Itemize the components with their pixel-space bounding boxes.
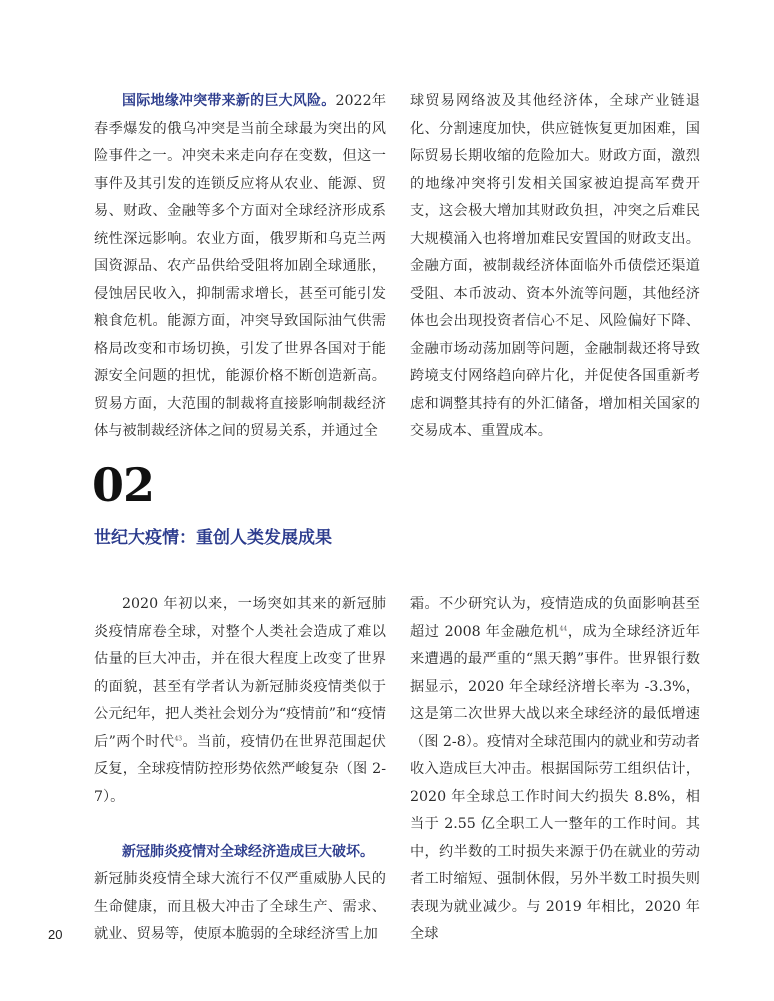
paragraph-text: 霜。不少研究认为，疫情造成的负面影响甚至超过 2008 年金融危机 (410, 596, 700, 640)
paragraph-text: 。当前，疫情仍在世界范围起伏反复，全球疫情防控形势依然严峻复杂（图 2-7）。 (94, 733, 386, 805)
section-number: 02 (92, 458, 155, 512)
section-title: 世纪大疫情：重创人类发展成果 (94, 528, 332, 548)
paragraph-economy-impact: 新冠肺炎疫情全球大流行不仅严重威胁人民的生命健康，而且极大冲击了全球生产、需求、就业、贸易等，使原本脆弱的全球经济雪上加 (94, 871, 386, 942)
paragraph-text: 2022年春季爆发的俄乌冲突是当前全球最为突出的风险事件之一。冲突未来走向存在变数，但这一事件及其引发的连锁反应将从农业、能源、贸易、财政、金融等多个方面对全球经济形成系统性深远影响。农业方面，俄罗斯和乌克兰两国资源品、农产品供给受阻将加剧全球通胀，侵蚀居民收入，抑制需求增长，甚至可能引发粮食危机。能源方面，冲突导致国际油气供需格局改变和市场切换，引发了世界各国对于能源安全问题的担忧，能源价格不断创造新高。贸易方面，大范围的制裁将直接影响制裁经济体与被制裁经济体之间的贸易关系，并通过全 (94, 93, 387, 439)
highlight-heading-economy (94, 839, 386, 867)
highlight-text: 新冠肺炎疫情对全球经济造成巨大破坏。 (122, 843, 374, 860)
footnote-ref[interactable]: 44 (559, 624, 568, 632)
bottom-right-column (410, 591, 700, 949)
top-right-column (410, 88, 700, 446)
paragraph-geopolitical-risk (94, 88, 386, 446)
paragraph-text-continued: 球贸易网络波及其他经济体，全球产业链退化、分割速度加快，供应链恢复更加困难，国际贸易长期收缩的危险加大。财政方面，激烈的地缘冲突将引发相关国家被迫提高军费开支，这会极大增加其财政负担，冲突之后难民大规模涌入也将增加难民安置国的财政支出。金融方面，被制裁经济体面临外币债偿还渠道受阻、本币波动、资本外流等问题，其他经济体也会出现投资者信心不足、风险偏好下降、金融市场动荡加剧等问题，金融制裁还将导致跨境支付网络趋向碎片化，并促使各国重新考虑和调整其持有的外汇储备，增加相关国家的交易成本、重置成本。 (410, 93, 700, 439)
paragraph-economy-continued (410, 591, 700, 949)
paragraph-text: 2020 年初以来，一场突如其来的新冠肺炎疫情席卷全球，对整个人类社会造成了难以估量的巨大冲击，并在很大程度上改变了世界的面貌，甚至有学者认为新冠肺炎疫情类似于公元纪年，把人类社会划分为“疫情前”和“疫情后”两个时代 (94, 596, 386, 750)
bottom-left-column (94, 591, 386, 949)
footnote-ref[interactable]: 43 (174, 734, 183, 742)
paragraph-pandemic-intro (94, 591, 386, 811)
top-left-column (94, 88, 386, 446)
paragraph-text: ，成为全球经济近年来遭遇的最严重的“黑天鹅”事件。世界银行数据显示，2020 年全球经济增长率为 -3.3%，这是第二次世界大战以来全球经济的最低增速（图 2-8）。疫情对全球范围内的就业和劳动者收入造成巨大冲击。根据国际劳工组织估计，2020 年全球总工作时间大约损失 8.8%，相当于 2.55 亿全职工人一整年的工作时间。其中，约半数的工时损失来源于仍在就业的劳动者工时缩短、强制休假，另外半数工时损失则表现为就业减少。与 2019 年相比，2020 年全球 (410, 623, 700, 942)
page-number: 20 (48, 927, 63, 942)
highlight-heading-geopolitical: 国际地缘冲突带来新的巨大风险。 (122, 93, 336, 109)
